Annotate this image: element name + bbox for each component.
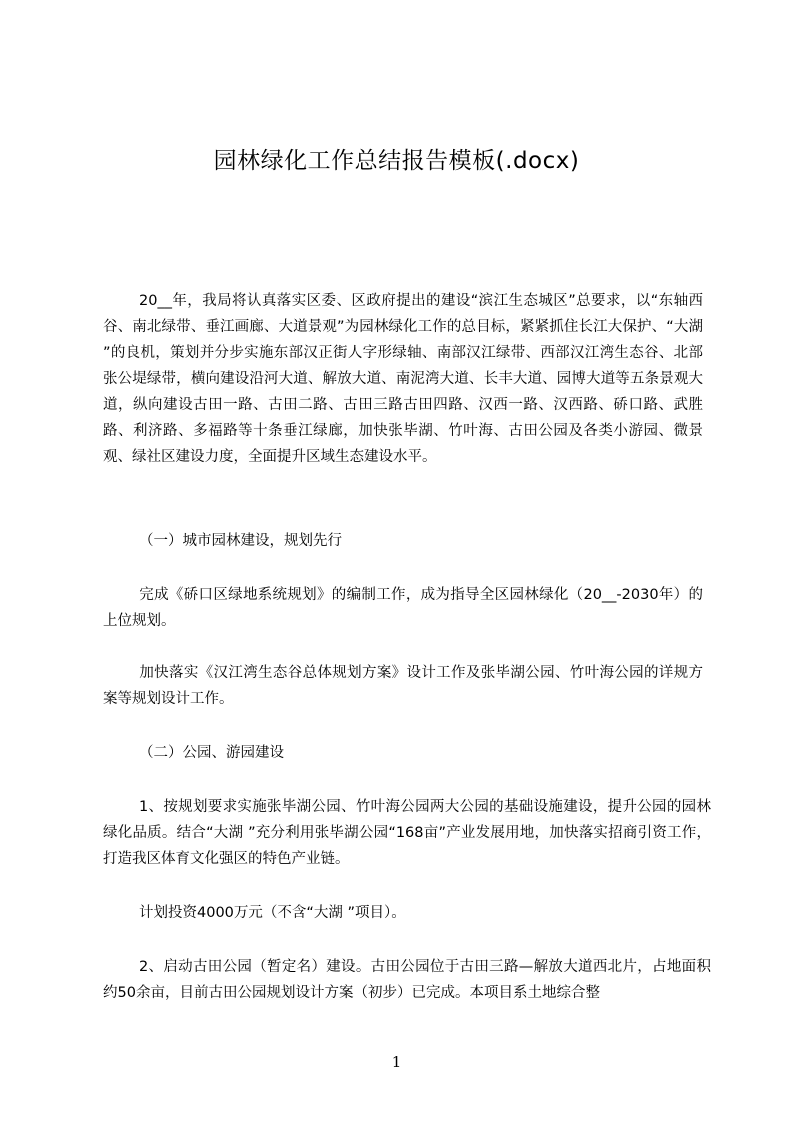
paragraph-investment: 计划投资4000万元（不含“大湖 ”项目）。 — [139, 905, 406, 921]
document-title: 园林绿化工作总结报告模板(.docx) — [213, 148, 580, 174]
section-heading-parks: （二）公园、游园建设 — [139, 745, 284, 761]
paragraph-intro — [103, 288, 703, 498]
paragraph-design-work-text: 加快落实《汉江湾生态谷总体规划方案》设计工作及张毕湖公园、竹叶海公园的详规方案等规划设计工作。 — [103, 665, 703, 707]
paragraph-gutian-park-text: 2、启动古田公园（暂定名）建设。古田公园位于古田三路—解放大道西北片，占地面积约50余亩，目前古田公园规划设计方案（初步）已完成。本项目系土地综合整 — [103, 959, 711, 1001]
section-heading-planning: （一）城市园林建设，规划先行 — [139, 533, 342, 549]
paragraph-green-plan-text: 完成《硚口区绿地系统规划》的编制工作，成为指导全区园林绿化（20__-2030年）的上位规划。 — [103, 587, 703, 629]
paragraph-gutian-park — [103, 954, 711, 1006]
page-number: 1 — [391, 1053, 402, 1071]
paragraph-intro-text: 20__年，我局将认真落实区委、区政府提出的建设“滨江生态城区”总要求，以“东轴西谷、南北绿带、垂江画廊、大道景观”为园林绿化工作的总目标，紧紧抓住长江大保护、“大湖 ”的良机，策划并分步实施东部汉正街人字形绿轴、南部汉江绿带、西部汉江湾生态谷、北部张公堤绿带，横向建设沿河大道、解放大道、南泥湾大道、长丰大道、园博大道等五条景观大道，纵向建设古田一路、古田二路、古田三路古田四路、汉西一路、汉西路、硚口路、武胜路、利济路、多福路等十条垂江绿廊，加快张毕湖、竹叶海、古田公园及各类小游园、微景观、绿社区建设力度，全面提升区域生态建设水平。 — [103, 293, 703, 465]
paragraph-park-infrastructure — [103, 794, 711, 872]
paragraph-design-work — [103, 660, 703, 712]
paragraph-green-plan — [103, 582, 703, 634]
paragraph-park-infrastructure-text: 1、按规划要求实施张毕湖公园、竹叶海公园两大公园的基础设施建设，提升公园的园林绿化品质。结合“大湖 ”充分利用张毕湖公园“168亩”产业发展用地，加快落实招商引资工作，打造我区体育文化强区的特色产业链。 — [103, 799, 711, 867]
